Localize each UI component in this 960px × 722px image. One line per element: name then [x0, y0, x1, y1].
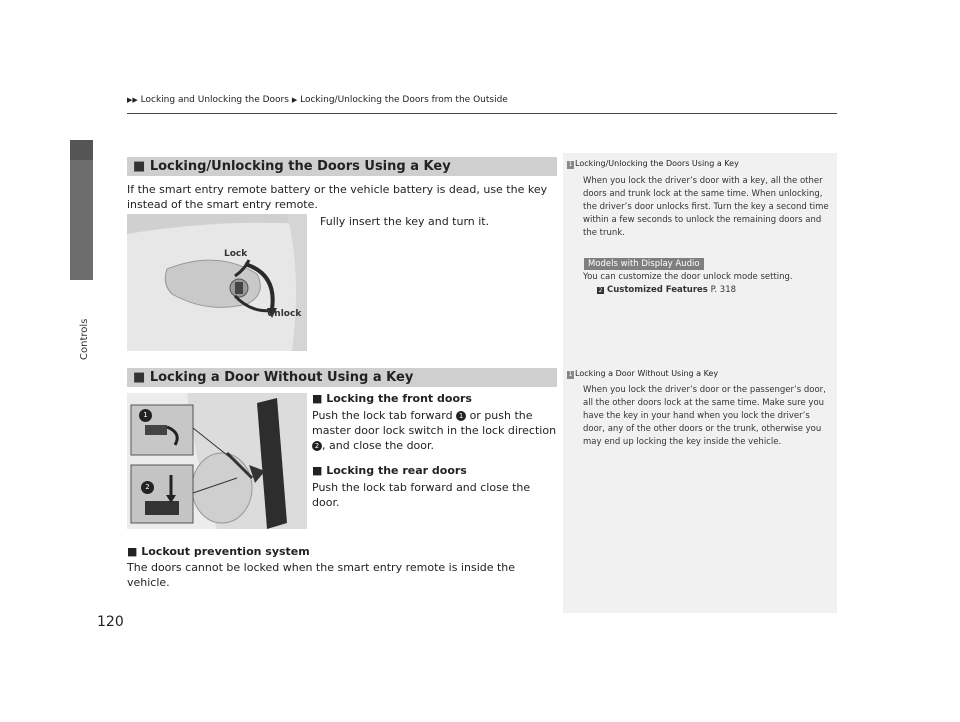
model-badge: Models with Display Audio [584, 258, 704, 270]
front-doors-heading-text: Locking the front doors [326, 392, 472, 405]
section-heading-text: Locking a Door Without Using a Key [149, 370, 414, 385]
callout-2-icon: 2 [141, 481, 154, 494]
xref-title[interactable]: Customized Features [607, 285, 708, 295]
section-heading-text: Locking/Unlocking the Doors Using a Key [149, 159, 451, 174]
lockout-heading-text: Lockout prevention system [141, 545, 310, 558]
breadcrumb-arrow-icon: ▶▶ [127, 96, 138, 104]
chapter-label: Controls [79, 318, 90, 360]
section-heading-without-key [127, 368, 557, 387]
note1-title [567, 159, 739, 169]
xref-customized-features[interactable] [597, 285, 736, 295]
callout-2-icon: 2 [312, 441, 322, 451]
xref-arrow-icon: 2 [598, 287, 603, 294]
callout-1-icon: 1 [139, 409, 152, 422]
xref-page[interactable]: P. 318 [710, 285, 737, 295]
rear-doors-heading-text: Locking the rear doors [326, 464, 467, 477]
front-text-a: Push the lock tab forward [312, 409, 453, 422]
section1-intro: If the smart entry remote battery or the vehicle battery is dead, use the key instead of the smart entry remote. [127, 183, 548, 211]
front-text-c: , and close the door. [322, 439, 435, 452]
header-divider [127, 113, 837, 114]
breadcrumb-level2[interactable]: Locking/Unlocking the Doors from the Outside [300, 95, 508, 105]
door-handle-key-illustration [127, 214, 307, 351]
chapter-tab-marker [70, 140, 93, 160]
note-ref-icon: 1 [568, 161, 573, 168]
square-bullet-icon: ■ [133, 370, 146, 385]
note1-text: When you lock the driver’s door with a key, all the other doors and trunk lock at the same time. When unlocking, the driver’s door unlocks first. Turn the key a second time within a few seconds to unlock the remaining doors and the trunk. [583, 176, 829, 238]
note2-title-text: Locking a Door Without Using a Key [575, 369, 719, 378]
chapter-tab [70, 140, 93, 280]
unlock-label: Unlock [267, 309, 302, 319]
note2-title [567, 369, 718, 379]
callout-1-icon: 1 [456, 411, 466, 421]
lockout-heading: ■ Lockout prevention system [127, 545, 310, 558]
page-number: 120 [97, 614, 124, 630]
note1-text2: You can customize the door unlock mode setting. [583, 272, 793, 282]
note2-text: When you lock the driver’s door or the passenger’s door, all the other doors lock at the same time. Make sure you have the key in your hand when you lock the driver’s door, any of the other doors or the trunk, otherwise you may end up locking the key inside the vehicle. [583, 385, 826, 447]
note1-title-text: Locking/Unlocking the Doors Using a Key [575, 159, 739, 168]
lock-label: Lock [224, 249, 248, 259]
rear-doors-text: Push the lock tab forward and close the door. [312, 481, 531, 509]
door-lock-tab-illustration [127, 393, 307, 529]
front-text-b: or push the master door lock switch in the lock direction [312, 409, 557, 437]
front-doors-text [312, 408, 557, 453]
front-doors-heading: ■ Locking the front doors [312, 392, 472, 405]
rear-doors-heading: ■ Locking the rear doors [312, 464, 467, 477]
door-interior-drawing [127, 393, 307, 529]
square-bullet-icon: ■ [133, 159, 146, 174]
section-heading-key [127, 157, 557, 176]
section1-instruction: Fully insert the key and turn it. [320, 215, 490, 228]
breadcrumb [127, 95, 508, 105]
lockout-text: The doors cannot be locked when the smart entry remote is inside the vehicle. [127, 561, 516, 589]
door-handle-drawing [127, 214, 307, 351]
breadcrumb-arrow-icon: ▶ [291, 96, 298, 104]
breadcrumb-level1[interactable]: Locking and Unlocking the Doors [140, 95, 289, 105]
note-ref-icon: 1 [568, 371, 573, 378]
